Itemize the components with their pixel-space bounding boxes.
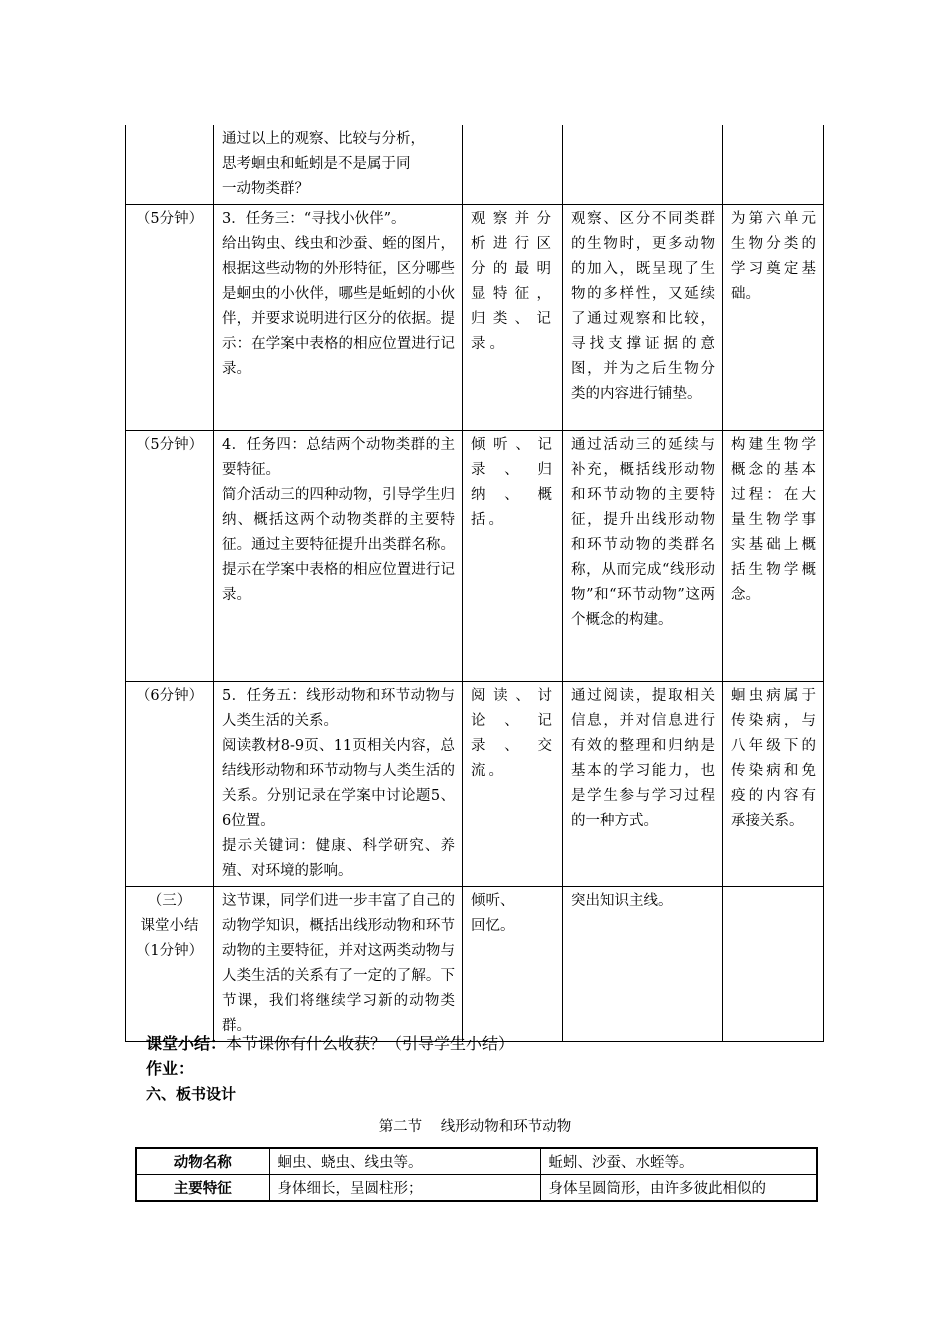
teacher-activity-cell: 5．任务五：线形动物和环节动物与人类生活的关系。 阅读教材8-9页、11页相关内容，总结线形动物和环节动物与人类生活的关系。分别记录在学案中讨论题5、6位置。 提示关键词：健康、科学研究、养殖、对环境的影响。 [214,682,463,887]
table-row [126,125,824,205]
table-row [126,682,824,887]
nematode-cell: 身体细长，呈圆柱形； [269,1175,540,1202]
nematode-cell: 蛔虫、蛲虫、线虫等。 [269,1148,540,1175]
student-activity-cell: 阅读、讨论、记录、交流。 [463,682,563,887]
board-design-heading: 六、板书设计 [146,1085,237,1103]
board-design-title: 第二节 线形动物和环节动物 [378,1119,572,1135]
row-label-animal-names: 动物名称 [136,1148,269,1175]
notes-cell [723,887,824,1042]
design-intent-cell: 观察、区分不同类群的生物时，更多动物的加入，既呈现了生物的多样性，又延续了通过观察和比较，寻找支撑证据的意图，并为之后生物分类的内容进行铺垫。 [563,205,723,431]
notes-cell [723,125,824,205]
lesson-process-table [125,125,824,1042]
teacher-activity-cell: 通过以上的观察、比较与分析， 思考蛔虫和蚯蚓是不是属于同 一动物类群？ [214,125,463,205]
table-row [136,1148,817,1175]
design-intent-cell: 通过活动三的延续与补充，概括线形动物和环节动物的主要特征，提升出线形动物和环节动物的类群名称，从而完成“线形动物”和“环节动物”这两个概念的构建。 [563,431,723,682]
row-label-main-features: 主要特征 [136,1175,269,1202]
design-intent-cell: 通过阅读，提取相关信息，并对信息进行有效的整理和归纳是基本的学习能力，也是学生参与学习过程的一种方式。 [563,682,723,887]
time-cell: （三） 课堂小结 （1分钟） [126,887,214,1042]
time-cell: （6分钟） [126,682,214,887]
teacher-activity-cell: 这节课，同学们进一步丰富了自己的动物学知识，概括出线形动物和环节动物的主要特征，并对这两类动物与人类生活的关系有了一定的了解。下节课，我们将继续学习新的动物类群。 [214,887,463,1042]
class-summary-label: 课堂小结： [146,1034,227,1053]
teacher-activity-cell: 4．任务四：总结两个动物类群的主要特征。 简介活动三的四种动物，引导学生归纳、概括这两个动物类群的主要特征。通过主要特征提升出类群名称。提示在学案中表格的相应位置进行记录。 [214,431,463,682]
notes-cell: 构建生物学概念的基本过程：在大量生物学事实基础上概括生物学概念。 [723,431,824,682]
homework-line [146,1056,194,1079]
design-intent-cell [563,125,723,205]
table-row [126,887,824,1042]
time-cell: （5分钟） [126,205,214,431]
student-activity-cell: 倾听、记录、归纳、概括。 [463,431,563,682]
table-row [136,1175,817,1202]
teacher-activity-cell: 3．任务三：“寻找小伙伴”。 给出钩虫、线虫和沙蚕、蛭的图片，根据这些动物的外形特征，区分哪些是蛔虫的小伙伴，哪些是蚯蚓的小伙伴，并要求说明进行区分的依据。提示：在学案中表格的相应位置进行记录。 [214,205,463,431]
time-cell [126,125,214,205]
time-cell: （5分钟） [126,431,214,682]
design-intent-cell: 突出知识主线。 [563,887,723,1042]
table-row [126,205,824,431]
class-summary-line [146,1031,514,1054]
homework-label: 作业： [146,1059,195,1078]
student-activity-cell [463,125,563,205]
annelid-cell: 身体呈圆筒形，由许多彼此相似的 [540,1175,817,1202]
student-activity-cell: 倾听、 回忆。 [463,887,563,1042]
board-design-table [135,1147,818,1202]
class-summary-text: 本节课你有什么收获？（引导学生小结） [226,1034,515,1053]
notes-cell: 蛔虫病属于传染病，与八年级下的传染病和免疫的内容有承接关系。 [723,682,824,887]
notes-cell: 为第六单元生物分类的学习奠定基础。 [723,205,824,431]
table-row [126,431,824,682]
student-activity-cell: 观察并分析进行区分的最明显特征，归类、记录。 [463,205,563,431]
annelid-cell: 蚯蚓、沙蚕、水蛭等。 [540,1148,817,1175]
